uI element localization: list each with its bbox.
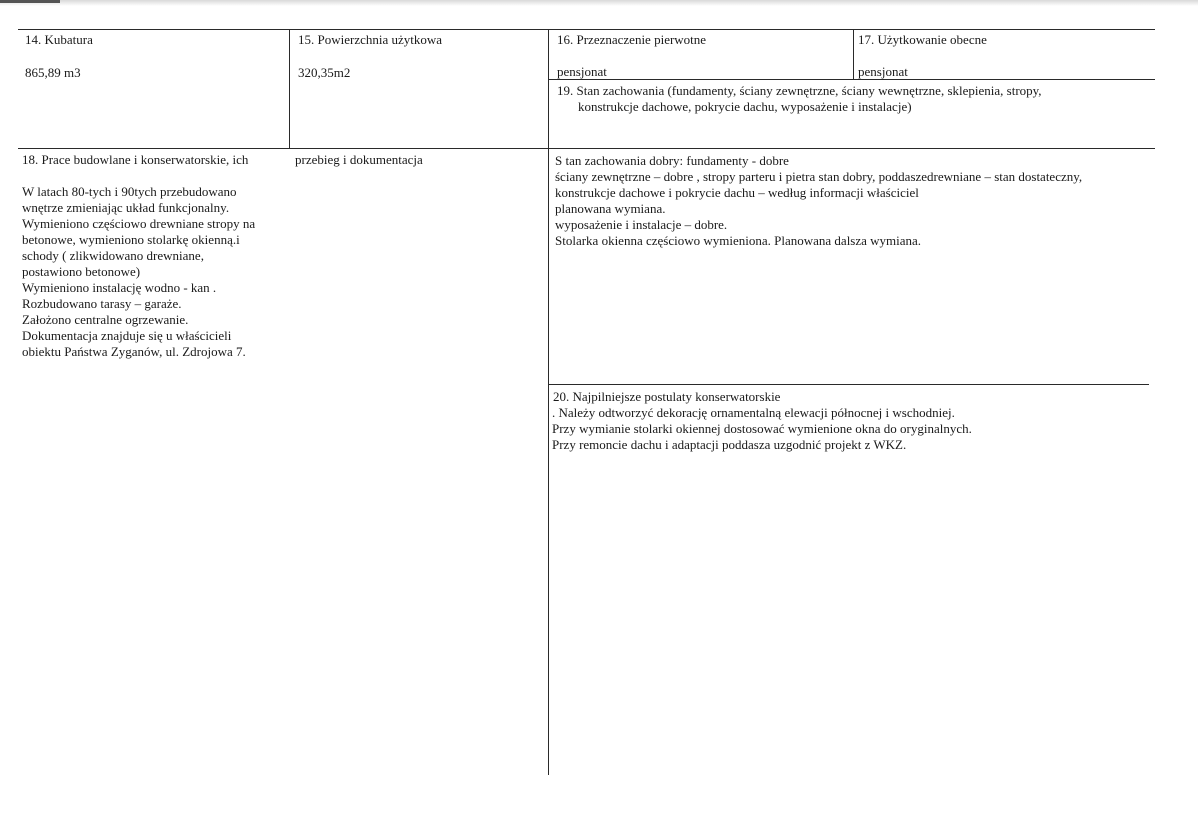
- field-19-value-line: wyposażenie i instalacje – dobre.: [555, 217, 728, 232]
- field-20-value-line: . Należy odtworzyć dekorację ornamentalną elewacji północnej i wschodniej.: [552, 405, 955, 420]
- scan-corner-mark: [0, 0, 60, 3]
- rule-above-20: [548, 384, 1149, 385]
- field-18-value-line: Założono centralne ogrzewanie.: [22, 312, 189, 327]
- field-15-value: 320,35m2: [298, 65, 351, 80]
- divider-15-16: [548, 29, 549, 775]
- field-15-label: 15. Powierzchnia użytkowa: [298, 32, 443, 47]
- field-19-value: [555, 153, 1082, 249]
- field-18-value-line: obiektu Państwa Zyganów, ul. Zdrojowa 7.: [22, 344, 246, 359]
- field-20-value-line: Przy wymianie stolarki okiennej dostosować wymienione okna do oryginalnych.: [552, 421, 972, 436]
- field-19-value-line: ściany zewnętrzne – dobre , stropy parteru i pietra stan dobry, poddaszedrewniane – stan dostateczny,: [555, 169, 1083, 184]
- field-20: [552, 389, 972, 453]
- field-17-value: pensjonat: [858, 64, 908, 79]
- field-16-value: pensjonat: [557, 64, 607, 79]
- field-18-value-line: Rozbudowano tarasy – garaże.: [22, 296, 182, 311]
- field-18-value-line: Wymieniono instalację wodno - kan .: [22, 280, 217, 295]
- field-16-label: 16. Przeznaczenie pierwotne: [557, 32, 707, 47]
- rule-row-1-bottom: [18, 148, 1155, 149]
- field-19-label-line: 19. Stan zachowania (fundamenty, ściany zewnętrzne, ściany wewnętrzne, sklepienia, stropy,: [557, 83, 1042, 98]
- field-20-value-line: Przy remoncie dachu i adaptacji poddasza uzgodnić projekt z WKZ.: [552, 437, 907, 452]
- field-19-value-line: konstrukcje dachowe i pokrycie dachu – według informacji właściciel: [555, 185, 919, 200]
- field-18-value-line: postawiono betonowe): [22, 264, 141, 279]
- field-14-value: 865,89 m3: [25, 65, 81, 80]
- field-19-label-line: konstrukcje dachowe, pokrycie dachu, wyposażenie i instalacje): [578, 99, 912, 114]
- field-18-label-part1: 18. Prace budowlane i konserwatorskie, ich: [22, 152, 249, 167]
- divider-16-17: [853, 29, 854, 79]
- field-18-value-line: W latach 80-tych i 90tych przebudowano: [22, 184, 237, 199]
- field-18-value: [22, 184, 255, 360]
- field-18-value-line: Wymieniono częściowo drewniane stropy na: [22, 216, 256, 231]
- field-19-value-line: Stolarka okienna częściowo wymieniona. Planowana dalsza wymiana.: [555, 233, 922, 248]
- divider-14-15: [289, 29, 290, 148]
- rule-under-16-17: [548, 79, 1155, 80]
- field-18-value-line: Dokumentacja znajduje się u właścicieli: [22, 328, 232, 343]
- top-rule: [18, 29, 1155, 30]
- field-18-value-line: betonowe, wymieniono stolarkę okienną.i: [22, 232, 240, 247]
- field-18-value-line: schody ( zlikwidowano drewniane,: [22, 248, 204, 263]
- field-19-value-line: planowana wymiana.: [555, 201, 666, 216]
- field-19-label: [557, 83, 1042, 115]
- scan-edge-shadow: [0, 0, 1198, 6]
- field-14-label: 14. Kubatura: [25, 32, 93, 47]
- field-18-label-part2: przebieg i dokumentacja: [295, 152, 423, 167]
- field-20-label: 20. Najpilniejsze postulaty konserwatorskie: [553, 389, 781, 404]
- field-18-value-line: wnętrze zmieniając układ funkcjonalny.: [22, 200, 230, 215]
- field-19-value-line: S tan zachowania dobry: fundamenty - dobre: [555, 153, 789, 168]
- field-17-label: 17. Użytkowanie obecne: [858, 32, 987, 47]
